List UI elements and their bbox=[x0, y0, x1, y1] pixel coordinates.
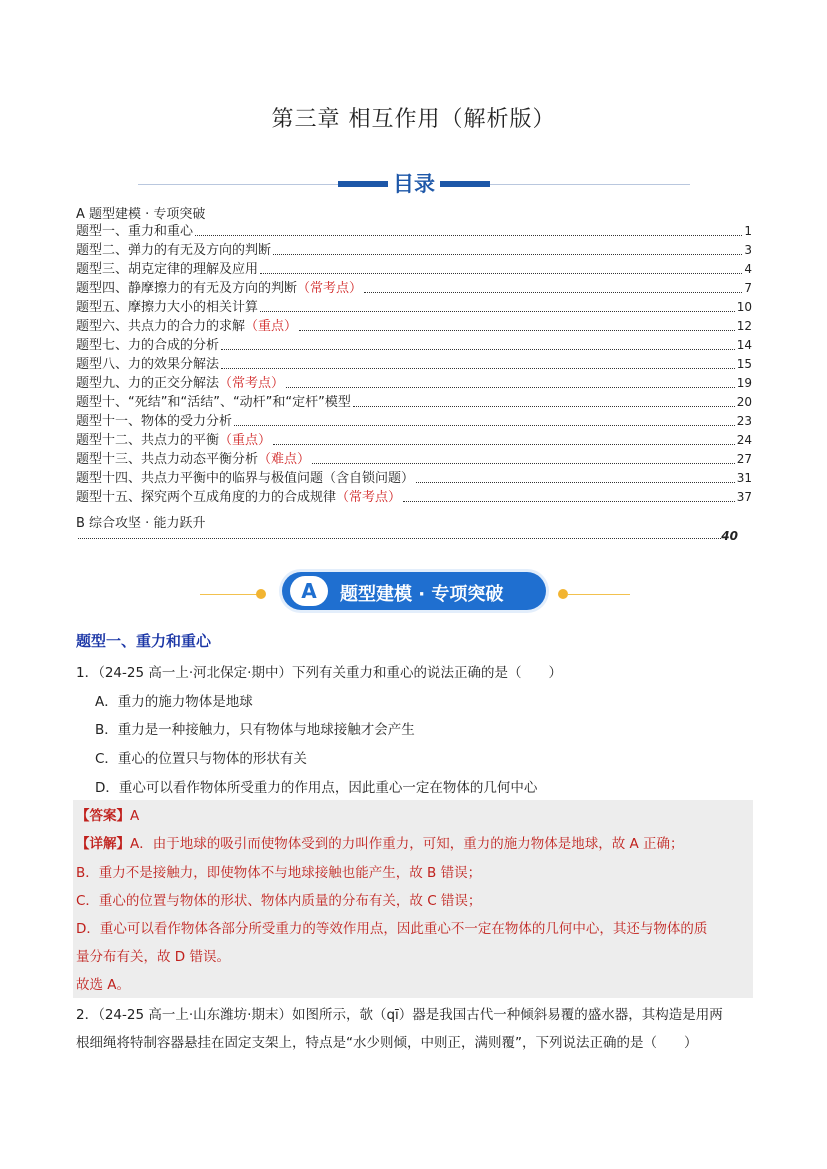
toc-item-label: 题型十、“死结”和“活结”、“动杆”和“定杆”模型 bbox=[76, 395, 351, 410]
banner-line-right bbox=[568, 594, 630, 595]
dot-leader bbox=[273, 254, 742, 255]
dot-leader bbox=[221, 368, 735, 369]
toc-item-page: 37 bbox=[736, 490, 752, 504]
toc-item[interactable] bbox=[76, 297, 752, 316]
question-1-option-a: A．重力的施力物体是地球 bbox=[95, 694, 253, 710]
detail-line-2: B．重力不是接触力，即使物体不与地球接触也能产生，故 B 错误； bbox=[76, 865, 482, 881]
toc-section-b-leader[interactable] bbox=[78, 529, 738, 543]
dot-leader bbox=[416, 482, 735, 483]
toc-item-label: 题型六、共点力的合力的求解 bbox=[76, 319, 246, 334]
toc-item-page: 24 bbox=[736, 433, 752, 447]
detail-line-3: C．重心的位置与物体的形状、物体内质量的分布有关，故 C 错误； bbox=[76, 893, 482, 909]
toc-item-page: 31 bbox=[736, 471, 752, 485]
toc-item-tag: （重点） bbox=[245, 319, 298, 334]
toc-item-label: 题型三、胡克定律的理解及应用 bbox=[76, 262, 259, 277]
toc-item-page: 23 bbox=[736, 414, 752, 428]
toc-item-page: 4 bbox=[744, 262, 752, 276]
dot-leader bbox=[260, 311, 735, 312]
toc-item[interactable] bbox=[76, 392, 752, 411]
toc-item[interactable] bbox=[76, 468, 752, 487]
toc-item-page: 15 bbox=[736, 357, 752, 371]
question-2-line-2: 根细绳将特制容器悬挂在固定支架上，特点是“水少则倾，中则正，满则覆”，下列说法正确的是（ ） bbox=[76, 1035, 698, 1051]
toc-banner bbox=[138, 168, 690, 198]
toc-item[interactable] bbox=[76, 259, 752, 278]
dot-leader bbox=[234, 425, 735, 426]
dot-leader bbox=[364, 292, 742, 293]
toc-item-label: 题型八、力的效果分解法 bbox=[76, 357, 220, 372]
toc-item-tag: （常考点） bbox=[336, 490, 402, 505]
toc-item-label: 题型十一、物体的受力分析 bbox=[76, 414, 233, 429]
toc-item-label: 题型七、力的合成的分析 bbox=[76, 338, 220, 353]
toc-item[interactable] bbox=[76, 487, 752, 506]
toc-item[interactable] bbox=[76, 430, 752, 449]
table-of-contents bbox=[76, 221, 752, 506]
toc-banner-bar-right bbox=[440, 181, 490, 187]
detail-text: A．由于地球的吸引而使物体受到的力叫作重力，可知，重力的施力物体是地球，故 A 正确； bbox=[130, 836, 684, 852]
toc-item[interactable] bbox=[76, 411, 752, 430]
toc-item-page: 10 bbox=[736, 300, 752, 314]
toc-item[interactable] bbox=[76, 449, 752, 468]
toc-item[interactable] bbox=[76, 335, 752, 354]
toc-item-page: 12 bbox=[736, 319, 752, 333]
question-1-option-c: C．重心的位置只与物体的形状有关 bbox=[95, 751, 307, 767]
toc-item-label: 题型一、重力和重心 bbox=[76, 224, 194, 239]
toc-item-page: 3 bbox=[744, 243, 752, 257]
toc-item-label: 题型五、摩擦力大小的相关计算 bbox=[76, 300, 259, 315]
toc-item-label: 题型十三、共点力动态平衡分析 bbox=[76, 452, 259, 467]
toc-section-a[interactable]: A 题型建模 · 专项突破 bbox=[76, 207, 206, 222]
dot-leader bbox=[353, 406, 735, 407]
answer-value: A bbox=[130, 808, 140, 824]
toc-banner-line-left bbox=[138, 184, 338, 185]
dot-leader bbox=[221, 349, 735, 350]
toc-banner-line-right bbox=[490, 184, 690, 185]
toc-heading: 目录 bbox=[393, 172, 435, 196]
toc-item-page: 14 bbox=[736, 338, 752, 352]
toc-item[interactable] bbox=[76, 316, 752, 335]
toc-item-page: 27 bbox=[736, 452, 752, 466]
toc-item-tag: （常考点） bbox=[297, 281, 363, 296]
answer-line bbox=[76, 804, 139, 824]
dot-leader bbox=[78, 538, 721, 539]
toc-item-page: 1 bbox=[744, 224, 752, 238]
banner-dot-left bbox=[256, 589, 266, 599]
detail-line-5: 量分布有关，故 D 错误。 bbox=[76, 949, 230, 965]
toc-item-page: 19 bbox=[736, 376, 752, 390]
toc-item[interactable] bbox=[76, 221, 752, 240]
banner-badge: A bbox=[290, 576, 328, 606]
question-1-stem: 1．（24-25 高一上·河北保定·期中）下列有关重力和重心的说法正确的是（ ） bbox=[76, 665, 562, 681]
toc-item-tag: （难点） bbox=[258, 452, 311, 467]
toc-banner-bar-left bbox=[338, 181, 388, 187]
toc-section-b-page: 40 bbox=[721, 529, 738, 543]
toc-item-page: 20 bbox=[736, 395, 752, 409]
toc-section-b[interactable]: B 综合攻坚 · 能力跃升 bbox=[76, 516, 206, 531]
banner-dot-right bbox=[558, 589, 568, 599]
detail-tag: 【详解】 bbox=[76, 836, 130, 852]
question-type-heading: 题型一、重力和重心 bbox=[76, 632, 212, 650]
dot-leader bbox=[299, 330, 735, 331]
dot-leader bbox=[403, 501, 735, 502]
dot-leader bbox=[312, 463, 735, 464]
answer-tag: 【答案】 bbox=[76, 808, 130, 824]
toc-item-tag: （重点） bbox=[219, 433, 272, 448]
toc-item[interactable] bbox=[76, 354, 752, 373]
banner-label: 题型建模 · 专项突破 bbox=[340, 584, 504, 605]
section-banner bbox=[200, 572, 630, 612]
dot-leader bbox=[273, 444, 735, 445]
detail-line-1 bbox=[76, 832, 684, 852]
banner-pill bbox=[282, 572, 546, 610]
toc-item-label: 题型二、弹力的有无及方向的判断 bbox=[76, 243, 272, 258]
page-title: 第三章 相互作用（解析版） bbox=[271, 107, 556, 132]
question-2-line-1: 2．（24-25 高一上·山东潍坊·期末）如图所示，欹（qī）器是我国古代一种倾斜易覆的盛水器，其构造是用两 bbox=[76, 1007, 723, 1023]
detail-line-6: 故选 A。 bbox=[76, 977, 131, 993]
toc-item-label: 题型四、静摩擦力的有无及方向的判断 bbox=[76, 281, 298, 296]
question-1-option-b: B．重力是一种接触力，只有物体与地球接触才会产生 bbox=[95, 722, 415, 738]
toc-item-tag: （常考点） bbox=[219, 376, 285, 391]
banner-line-left bbox=[200, 594, 260, 595]
toc-item-page: 7 bbox=[744, 281, 752, 295]
dot-leader bbox=[286, 387, 735, 388]
toc-item[interactable] bbox=[76, 278, 752, 297]
toc-item-label: 题型十五、探究两个互成角度的力的合成规律 bbox=[76, 490, 337, 505]
detail-line-4: D．重心可以看作物体各部分所受重力的等效作用点，因此重心不一定在物体的几何中心，其还与物体的质 bbox=[76, 921, 708, 937]
toc-item-label: 题型十二、共点力的平衡 bbox=[76, 433, 220, 448]
toc-item[interactable] bbox=[76, 240, 752, 259]
toc-item-label: 题型九、力的正交分解法 bbox=[76, 376, 220, 391]
dot-leader bbox=[260, 273, 742, 274]
toc-item-label: 题型十四、共点力平衡中的临界与极值问题（含自锁问题） bbox=[76, 471, 415, 486]
toc-item[interactable] bbox=[76, 373, 752, 392]
dot-leader bbox=[195, 235, 742, 236]
question-1-option-d: D．重心可以看作物体所受重力的作用点，因此重心一定在物体的几何中心 bbox=[95, 780, 538, 796]
